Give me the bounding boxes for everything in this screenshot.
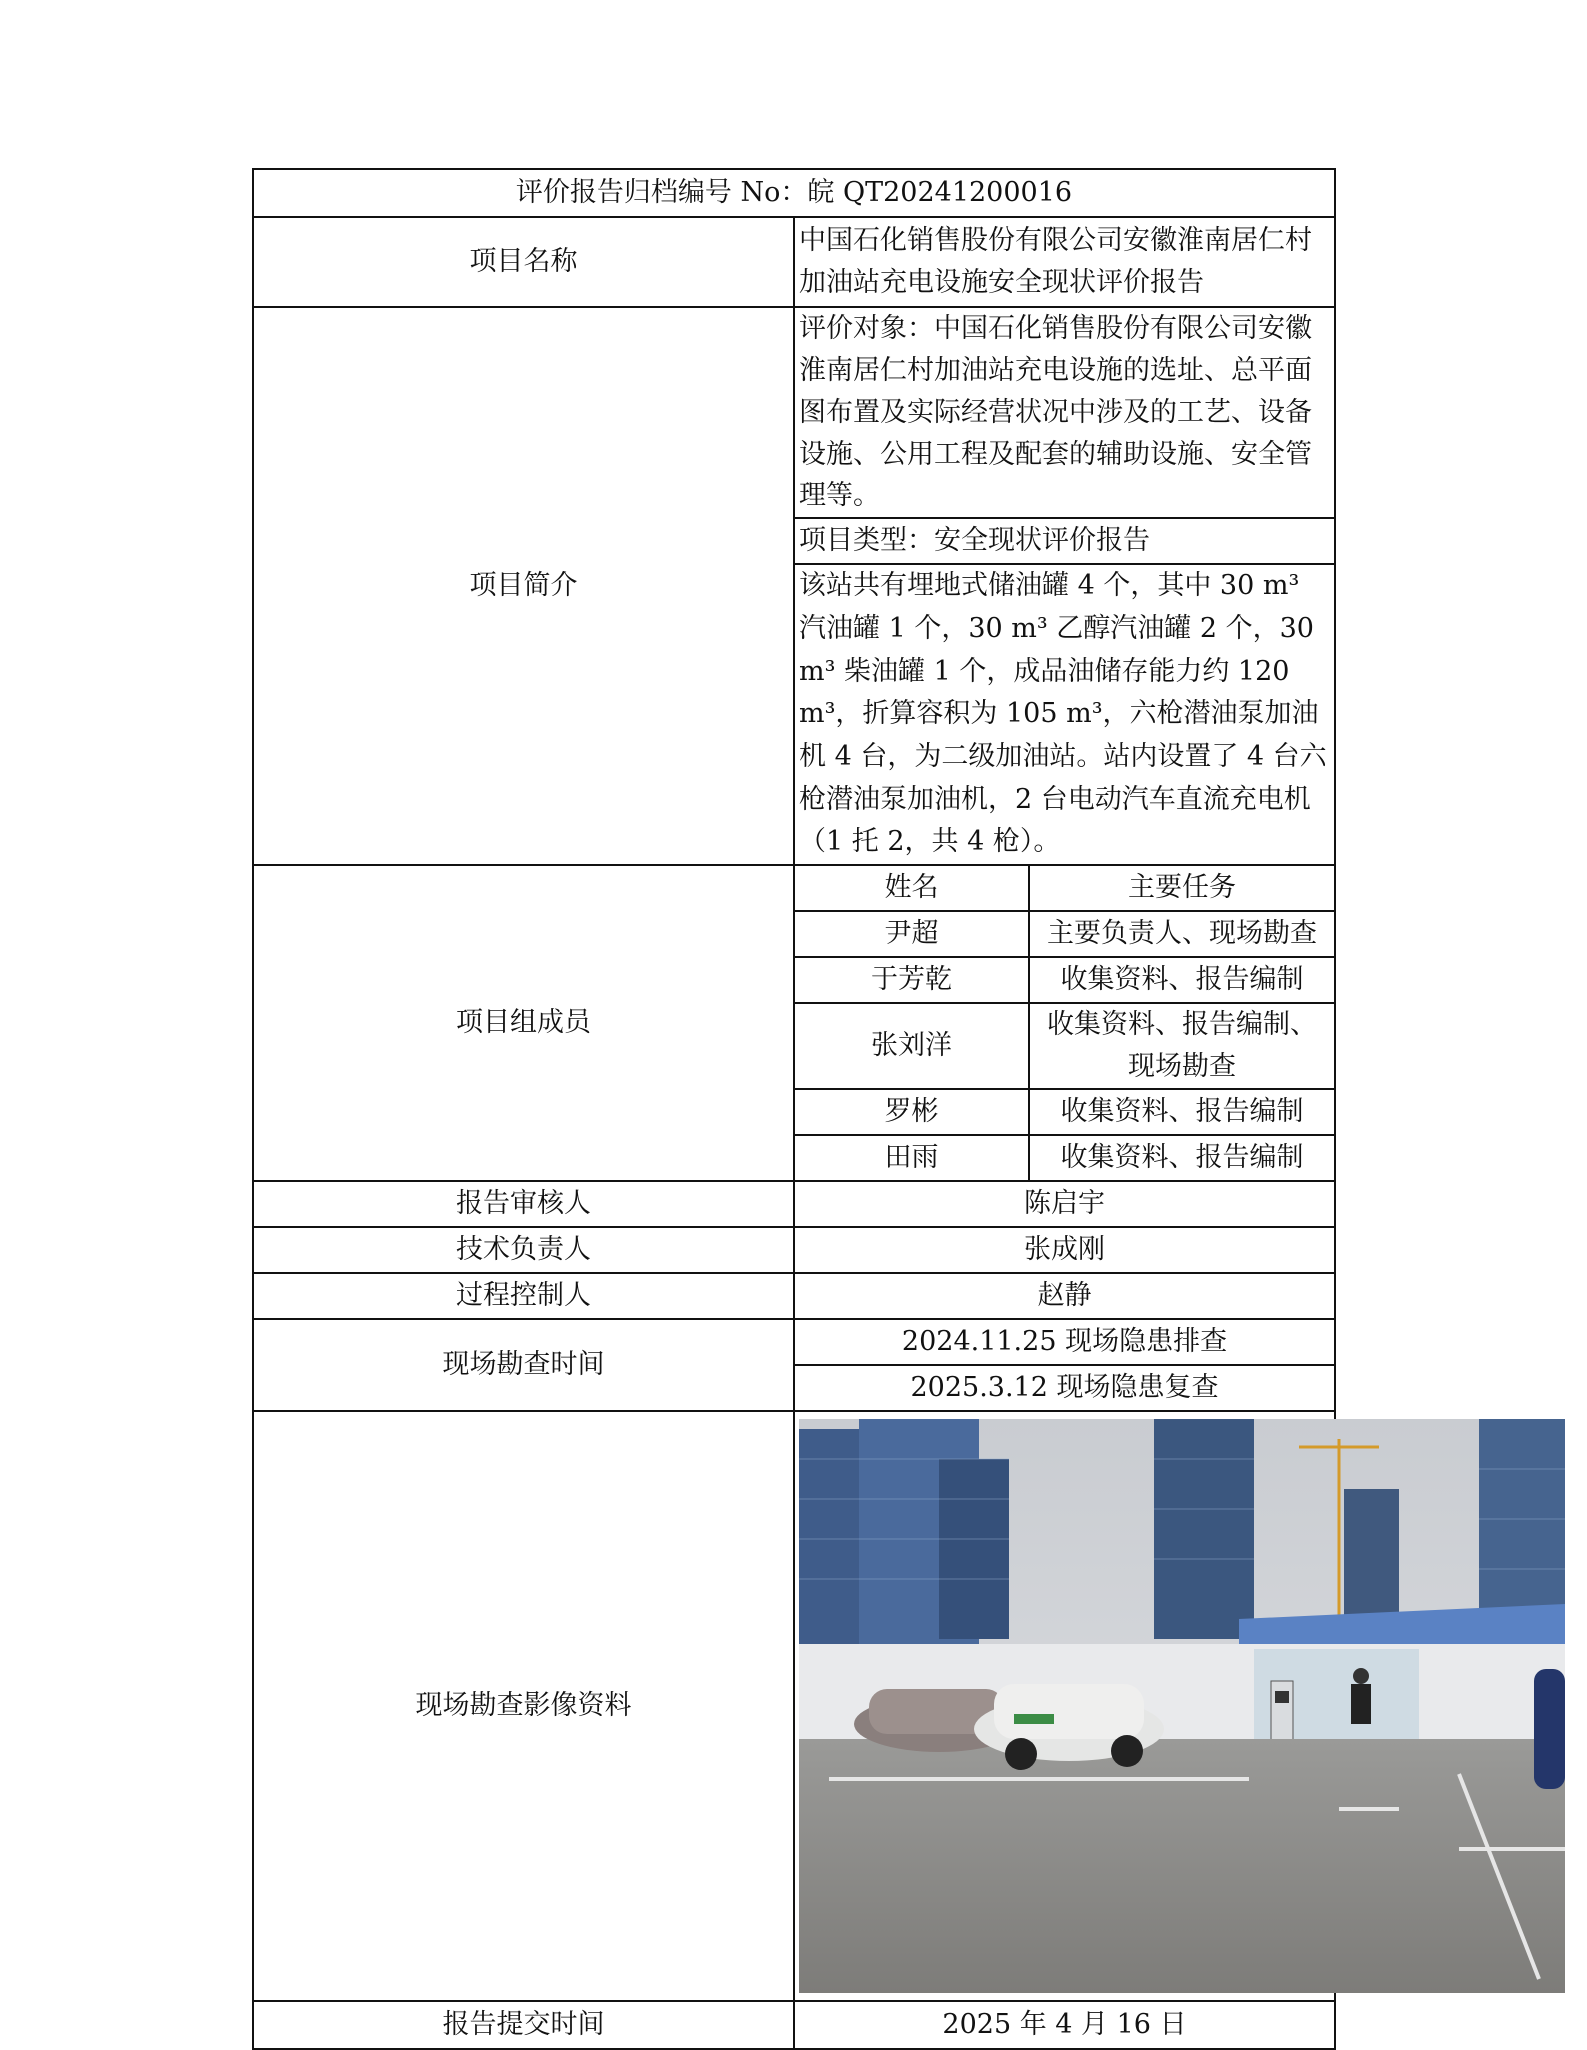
member-task: 收集资料、报告编制 bbox=[1029, 957, 1334, 1003]
member-task: 主要负责人、现场勘查 bbox=[1029, 911, 1334, 957]
team-header-task: 主要任务 bbox=[1029, 866, 1334, 911]
project-intro-label: 项目简介 bbox=[253, 307, 794, 865]
submit-time-label: 报告提交时间 bbox=[253, 2001, 794, 2049]
project-name-value: 中国石化销售股份有限公司安徽淮南居仁村加油站充电设施安全现状评价报告 bbox=[794, 217, 1335, 307]
project-name-label: 项目名称 bbox=[253, 217, 794, 307]
member-name: 尹超 bbox=[795, 911, 1029, 957]
tech-lead-label: 技术负责人 bbox=[253, 1227, 794, 1273]
team-label bbox=[253, 865, 794, 1181]
team-table bbox=[795, 866, 1334, 1180]
team-header-name: 姓名 bbox=[795, 866, 1029, 911]
table-row bbox=[795, 1135, 1334, 1180]
table-row bbox=[795, 911, 1334, 957]
survey-photo-cell bbox=[794, 1411, 1335, 2001]
member-name: 张刘洋 bbox=[795, 1003, 1029, 1089]
reviewer-value: 陈启宇 bbox=[794, 1181, 1335, 1227]
member-name: 田雨 bbox=[795, 1135, 1029, 1180]
report-table bbox=[252, 168, 1336, 2050]
member-task: 收集资料、报告编制 bbox=[1029, 1089, 1334, 1135]
member-task: 收集资料、报告编制、现场勘查 bbox=[1029, 1003, 1334, 1089]
survey-time-label: 现场勘查时间 bbox=[253, 1319, 794, 1411]
evaluation-object: 评价对象：中国石化销售股份有限公司安徽淮南居仁村加油站充电设施的选址、总平面图布置及实际经营状况中涉及的工艺、设备设施、公用工程及配套的辅助设施、安全管理等。 bbox=[794, 307, 1335, 518]
survey-photo-label: 现场勘查影像资料 bbox=[253, 1411, 794, 2001]
member-name: 罗彬 bbox=[795, 1089, 1029, 1135]
reviewer-label: 报告审核人 bbox=[253, 1181, 794, 1227]
station-description: 该站共有埋地式储油罐 4 个，其中 30 m³ 汽油罐 1 个，30 m³ 乙醇汽油罐 2 个，30 m³ 柴油罐 1 个，成品油储存能力约 120 m³，折算容积为 105 m³，六枪潜油泵加油机 4 台，为二级加油站。站内设置了 4 台六枪潜油泵加油机，2 台电动汽车直流充电机（1 托 2，共 4 枪）。 bbox=[794, 564, 1335, 865]
archive-number: 评价报告归档编号 No：皖 QT20241200016 bbox=[253, 169, 1335, 217]
table-row bbox=[795, 957, 1334, 1003]
table-row bbox=[795, 1089, 1334, 1135]
project-type: 项目类型：安全现状评价报告 bbox=[794, 518, 1335, 564]
member-task: 收集资料、报告编制 bbox=[1060, 1141, 1304, 1173]
submit-time-value: 2025 年 4 月 16 日 bbox=[794, 2001, 1335, 2049]
table-row bbox=[795, 1003, 1334, 1089]
process-control-value: 赵静 bbox=[794, 1273, 1335, 1319]
team-header-row bbox=[795, 866, 1334, 911]
survey-time-second: 2025.3.12 现场隐患复查 bbox=[794, 1365, 1335, 1411]
team-cell bbox=[794, 865, 1335, 1181]
tech-lead-value: 张成刚 bbox=[794, 1227, 1335, 1273]
evaluation-report-form bbox=[252, 168, 1336, 2050]
member-name: 于芳乾 bbox=[795, 957, 1029, 1003]
process-control-label: 过程控制人 bbox=[253, 1273, 794, 1319]
site-photo bbox=[799, 1419, 1565, 1993]
team-label-text: 项目组成员 bbox=[456, 1006, 591, 1038]
survey-time-first: 2024.11.25 现场隐患排查 bbox=[794, 1319, 1335, 1365]
